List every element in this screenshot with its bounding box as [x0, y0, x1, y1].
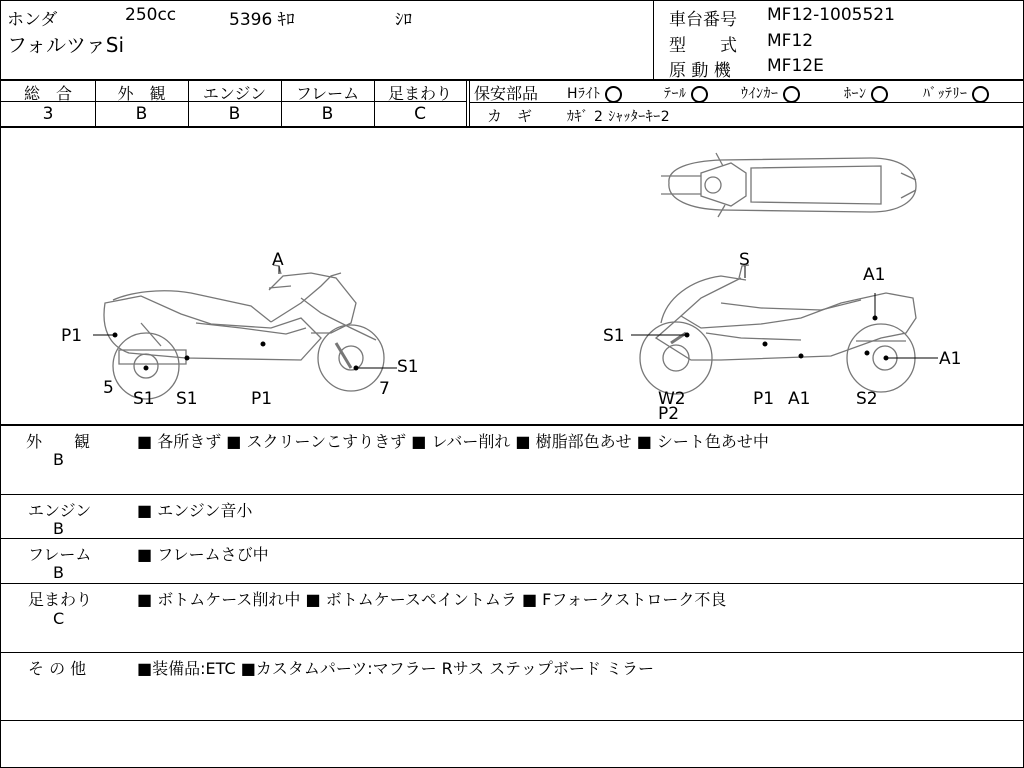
damage-label: P1 — [61, 326, 83, 346]
frame-no: MF12-1005521 — [767, 5, 895, 25]
engine-label: 原 動 機 — [669, 61, 731, 81]
frame-no-label: 車台番号 — [669, 10, 737, 30]
ok-circle-icon — [871, 86, 888, 103]
safety-label: 保安部品 — [474, 84, 539, 103]
damage-label: S1 — [397, 357, 419, 377]
comment-grade-exterior: B — [53, 450, 64, 469]
type-label: 型 式 — [669, 36, 737, 56]
comment-label-engine: エンジン — [28, 501, 92, 520]
grade-label-frame: フレーム — [295, 84, 360, 103]
comment-text-frame: ■ フレームさび中 — [137, 545, 269, 564]
grade-suspension: C — [414, 104, 426, 124]
comment-label-other: そ の 他 — [28, 659, 87, 678]
comment-text-suspension: ■ ボトムケース削れ中 ■ ボトムケースペイントムラ ■ Fフォークストローク不良 — [137, 590, 727, 609]
left-scooter-illustration — [104, 265, 384, 399]
damage-label: S1 — [133, 389, 155, 409]
ok-circle-icon — [783, 86, 800, 103]
model-name: フォルツァSi — [7, 33, 125, 57]
safety-item-battery: ﾊﾞｯﾃﾘｰ — [923, 83, 989, 103]
damage-label: A1 — [863, 265, 886, 285]
damage-label: P1 — [753, 389, 775, 409]
damage-label: P1 — [251, 389, 273, 409]
comment-label-frame: フレーム — [28, 545, 92, 564]
safety-item-headlight: Hﾗｲﾄ — [567, 83, 622, 103]
comment-text-other: ■装備品:ETC ■カスタムパーツ:マフラー Rサス ステップボード ミラー — [137, 659, 654, 678]
grade-engine: B — [228, 104, 241, 124]
comment-label-suspension: 足まわり — [28, 590, 93, 609]
top-view-illustration — [661, 153, 916, 217]
engine-value: MF12E — [767, 56, 824, 76]
comment-text-exterior: ■ 各所きず ■ スクリーンこすりきず ■ レバー削れ ■ 樹脂部色あせ ■ シート色あせ中 — [137, 432, 769, 451]
grade-label-exterior: 外 観 — [117, 84, 166, 103]
grade-frame: B — [321, 104, 334, 124]
damage-label: 5 — [103, 378, 114, 398]
maker: ホンダ — [7, 10, 58, 30]
type-value: MF12 — [767, 31, 814, 51]
ok-circle-icon — [691, 86, 708, 103]
grade-label-engine: エンジン — [202, 84, 267, 103]
damage-label: S1 — [176, 389, 198, 409]
header-divider — [653, 1, 654, 79]
safety-item-horn: ﾎｰﾝ — [844, 83, 888, 103]
comment-grade-suspension: C — [53, 609, 65, 628]
body-color: ｼﾛ — [395, 10, 412, 30]
grade-exterior: B — [135, 104, 148, 124]
key-value: ｶｷﾞ 2 ｼｬｯﾀｰｷｰ2 — [567, 109, 671, 125]
safety-item-winker: ｳｲﾝｶｰ — [741, 83, 800, 103]
displacement: 250cc — [125, 5, 177, 25]
damage-label: P2 — [658, 404, 680, 424]
damage-label: A1 — [939, 349, 962, 369]
ok-circle-icon — [972, 86, 989, 103]
damage-label: S1 — [603, 326, 625, 346]
damage-label: S — [739, 250, 750, 270]
grade-overall: 3 — [42, 104, 54, 124]
ok-circle-icon — [605, 86, 622, 103]
comment-text-engine: ■ エンジン音小 — [137, 501, 253, 520]
grade-label-overall: 総 合 — [23, 84, 72, 103]
comment-grade-frame: B — [53, 563, 64, 582]
grade-label-suspension: 足まわり — [387, 84, 452, 103]
damage-label: A — [272, 250, 284, 270]
damage-label: W2 — [658, 389, 686, 409]
safety-item-tail: ﾃｰﾙ — [664, 83, 708, 103]
key-label: カ ギ — [487, 107, 533, 125]
damage-label: S2 — [856, 389, 878, 409]
comment-grade-engine: B — [53, 519, 64, 538]
damage-label: 7 — [379, 379, 390, 399]
damage-label: A1 — [788, 389, 811, 409]
comment-label-exterior: 外 観 — [26, 432, 91, 451]
mileage: 5396 ｷﾛ — [229, 10, 295, 30]
